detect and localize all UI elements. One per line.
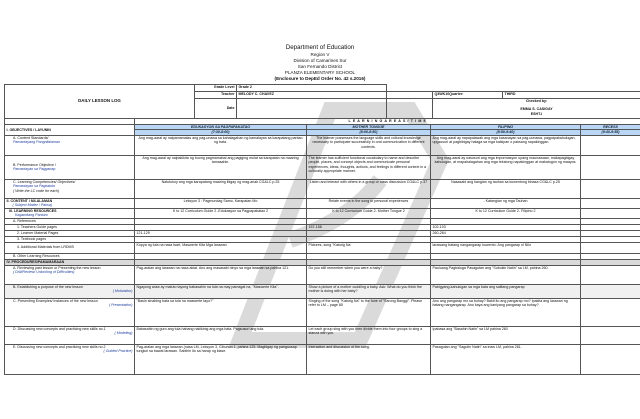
cell-mt: Do you still remember when you were a baby? [307,265,431,284]
cell-esp: 121-129 [135,230,307,236]
lesson-log-table [4,118,640,375]
time-esp: (7:30-8:00) [135,130,307,135]
row-sublabel: Pamantayan sa Pagganap [13,167,56,172]
table-row [5,284,640,298]
checked-by-label: Checked by: [525,99,548,103]
enclosure-note: (Enclosure to DepEd Order No. 42 s.2016) [274,76,366,81]
row-sublabel: ( Drill/Review/ Unlocking of Difficulties) [13,270,75,275]
teacher-label: Teacher [195,92,237,99]
row-label: D. Discussing new concepts and practicing new skills no.1 [13,326,106,331]
cell-esp: Ang mag-aaral ay naipakikita ng buong pagmamahal ang pagiging mulat sa karapatan na maaring tamasahin. [135,155,307,179]
row-label: B. Performance Objective / [13,162,56,167]
department-title: Department of Education [285,44,355,51]
cell-mt: The learner has sufficient functional vocabulary to name and describe people, places, and concept objects and communicate personal experiences, ideas, thoughts, actions, and feelings in different context in a culturally appropriate manner. [307,155,431,179]
cell-fil: Ang mag-aaral ay nasusuri ang mga impormasyon upang maunawaan, makapagbigay kahulugan, at mapahalagahan ang mga tekstong napakinggan at makatugon ng maayos. [431,155,581,179]
row-sublabel: Pamantayang Pangnilalaman [13,140,60,145]
cell-mt: Show a picture of a mother cuddling a baby. Ask: What do you think the mother is doing with her baby? [307,284,431,298]
row-label: IV. PROCEDURES/PAMAMARAAN [5,259,135,265]
cell-esp: Pag-aralan ang larawan na nasa aklat. Ano ang masasabi ninyo sa mga larawan sa pahina 121. [135,265,307,284]
table-row [5,298,640,326]
grade-level-label: Grade Level [195,85,237,92]
time-recess: (9:40-9:55) [581,130,640,135]
checker-name: EMMA S. CASIGAY [520,107,553,112]
week-quarter-label: Q3WK10Quarter: [433,92,503,99]
cell-mt: Listen and interact with others in a group or class discussion CG&LC p.37 [307,179,431,198]
cell-fil: 102-103 [431,224,581,230]
subject-recess: RECESS [581,125,640,130]
row-sublabel: ( Subject Matter / Paksa) [12,203,53,208]
region-label: Region V [310,52,330,57]
row-sublabel: ( Guided Practice) [103,349,133,354]
teacher-name: MELODY C. CHAVEZ [237,92,387,99]
row-sublabel: Kagamitang Panturo [15,213,48,218]
row-label: A. Reviewing past lesson or Presenting the new lesson [13,265,101,270]
date-label: Date [195,99,237,119]
row-note: ( Write the LC code for each) [13,188,60,193]
cell-fil: larawang batang nangangarap kuwento: Ang pangarap ni Nilo [431,242,581,253]
cell-esp: Babasahin ng guro ang tula habang nakikinig ang mga bata. Pagsusuri ang tula. [135,326,307,344]
table-row [5,198,640,208]
school-name: PLANZA ELEMENTARY SCHOOL [284,70,356,75]
cell-fil: Ipabasa ang "Basahin Natin" sa LM pahina 260 [431,326,581,344]
cell-mt: Interaction and discussion of the song. [307,344,431,374]
table-row [5,242,640,253]
row-label: 3. Textbook pages [5,236,135,242]
cell-fil: Ang mag-aaral ay napapalawak ang mga kasanayan sa pag-uunawa, pagpapakahulugan, upgsusuri at pagbibigay halaga sa mga kaisipan o paksang napakinggan. [431,135,581,155]
row-label: C. Learning Competencies/ Objectives/ [13,179,76,184]
row-label: C. Presenting Examples/ instances of the new lesson [13,298,98,303]
table-row [5,135,640,155]
row-label: A. Content Standards/ [13,135,49,140]
document-header [0,44,640,82]
cell-esp: Kopya ng tula na nasa tsart, Maswerte Kita Mga larawan [135,242,307,253]
cell-mt: Relate events in the song to personal experiences [307,198,431,208]
cell-fil: K to 12 Curriculum Guide 2- Filipino 2 [431,208,581,218]
row-label: 4. Additional Materials from LRDMS [5,242,135,253]
objectives-label: I. OBJECTIVES / LAYUNIN [5,125,135,136]
time-mt: (8:00-8:50) [307,130,431,135]
division-label: Division of Camarines Sur [293,58,347,63]
cell-mt: The learner possesses the language skills and cultural knowledge necessary to participate successfully in oral communication in different contexts. [307,135,431,155]
cell-esp: Ngayong araw ay matuto tayong babasahin na tula na may pamagat na, "Maswerte Kita". [135,284,307,298]
cell-mt: Let each group sing with you then divide them into four groups to sing a stanza with you. [307,326,431,344]
cell-fil: Pabigyang-kahulugan sa mga bata ang salitang pangarap [431,284,581,298]
cell-mt: K to 12 Curriculum Guide 2- Mother Tongue 2 [307,208,431,218]
table-row [5,265,640,284]
row-sublabel: Pamantayan sa Pagkatuto [13,184,56,189]
table-row [5,155,640,179]
dll-title: DAILY LESSON LOG [5,85,195,119]
cell-esp: Ang mag-aaral ay naipamamalas ang pag-unawa sa kahalagahan ng kamalayan sa karapatang pantao ng bata. [135,135,307,155]
cell-esp: K to 12 Curriculum Guide 2 -Edukasyon sa Pagpapakatao 2 [135,208,307,218]
cell-mt: Pictures, song "Katurig Na [307,242,431,253]
row-sublabel: ( Motivation) [112,289,133,294]
row-label: B. Establishing a purpose of the new lesson [13,284,83,289]
quarter-value: THIRD [503,92,640,99]
cell-mt: Singing of the song "Katurig Na" to the tune of "Sarong Banggi". Please refer to LM – page 85 [307,298,431,326]
row-label: II. CONTENT / NILALAMAN [6,198,53,203]
info-table [4,84,640,119]
checker-title: ESHT-I [530,111,543,116]
subject-mt: MOTHER TONGUE [307,125,431,130]
district-label: San Fernando District [297,64,343,69]
table-row [5,344,640,374]
row-label: III. LEARNING RESOURCES [9,208,57,213]
cell-esp: "Basin sinabing bata sa tula na maswerte tayo?" [135,298,307,326]
subject-fil: FILIPINO [431,125,581,130]
learning-areas-label: L E A R N I N G A R E A S / T I M E [135,119,640,125]
row-label: 2. Learner Material Pages [5,230,135,236]
row-label: B. Other Learning Resources [5,253,135,259]
cell-fil: Pauluang Pagbaluga Pasagutan ang "Subukin Natin" sa LM, pahina 260. [431,265,581,284]
grade-level-value: Grade 2 [237,85,387,92]
cell-esp: Natutukoy ang mga karapatang maaring ibigay ng mag-anak CG&LC p.25 [135,179,307,198]
cell-fil: 260-264 [431,230,581,236]
cell-fil: Pasagutan ang "Sagutin Natin" sa inaw LM, pahina 261. [431,344,581,374]
row-sublabel: ( Modeling) [114,331,133,336]
cell-esp: Leksyon 3 : Pagmundag Samo, Karapatan Mo [135,198,307,208]
cell-esp: Pag-aralan ang mga larawan (nasa LM, Leksyon 3, Gibuhon 1, pahina 125. Magbigay ng panguusap tungkol sa bawat larawan. Sabihin ito sa harap ng klase. [135,344,307,374]
cell-fil: - Katangian ng mga Tauhan [431,198,581,208]
row-sublabel: ( Presentation) [108,303,133,308]
time-fil: (8:50-9:40) [431,130,581,135]
row-label: 1. Teachers Guide pages [5,224,135,230]
cell-mt: 157-158 [307,224,431,230]
row-label: A. References [5,218,135,224]
subject-esp: EDUKASYON SA PAGPAPAKATAO [135,125,307,130]
table-row [5,326,640,344]
cell-fil: Nasasabi ang kangian ng tauhan sa kuwentong binasa CG&LC p.25 [431,179,581,198]
table-row [5,179,640,198]
table-row [5,208,640,218]
cell-fil: Ano ang pangarap mo sa buhay? Bakit ito ang pangarap mo? Ipakita ang larawan ng batang nangangarap. Ano kaya ang kaniyang pangarap sa buhay? [431,298,581,326]
row-label: E. Discussing new concepts and practicing new skills no.2 [13,344,106,349]
